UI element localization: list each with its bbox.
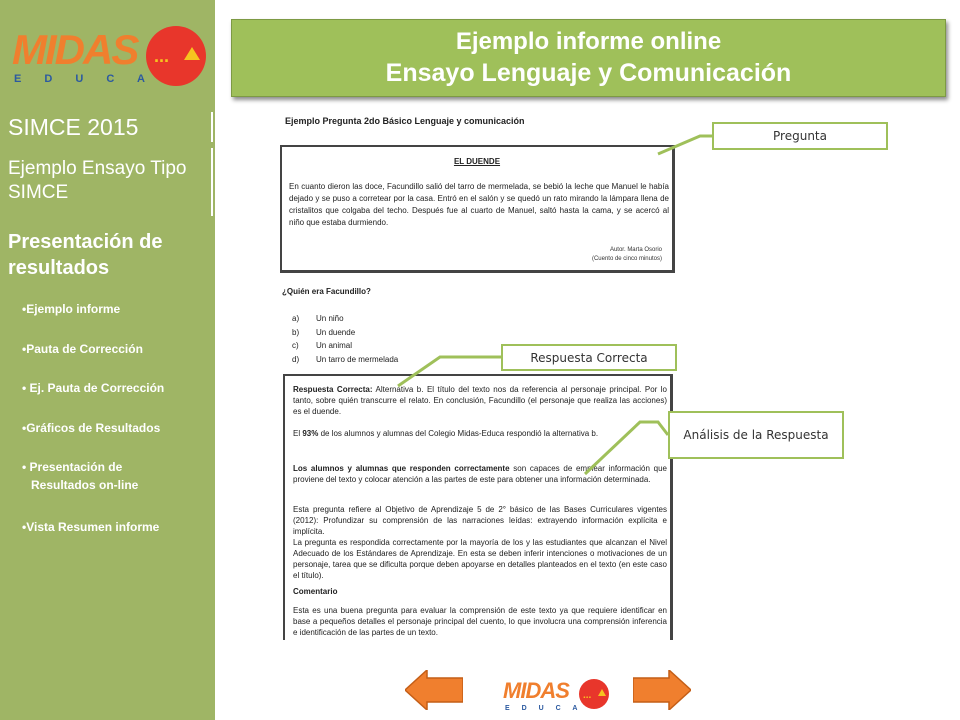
menu-item-ej-pauta-correccion[interactable]: • Ej. Pauta de Corrección xyxy=(22,381,165,395)
story-box xyxy=(280,145,675,273)
menu-item-label: Resultados on-line xyxy=(31,478,139,492)
menu-item-label: Ej. Pauta de Corrección xyxy=(29,381,165,395)
callout-pregunta: Pregunta xyxy=(712,122,888,150)
menu-item-label: Pauta de Corrección xyxy=(26,342,143,356)
menu-item-label: Vista Resumen informe xyxy=(26,520,160,534)
svg-text:E D U C A: E D U C A xyxy=(14,73,155,85)
story-title: EL DUENDE xyxy=(453,157,501,166)
callout-respuesta-correcta: Respuesta Correcta xyxy=(501,344,677,371)
option-b: b) Un duende xyxy=(292,328,356,337)
option-a: a) Un niño xyxy=(292,314,344,323)
objective-paragraph: Esta pregunta refiere al Objetivo de Aprendizaje 5 de 2° básico de las Bases Curriculares vigentes (2012): Profundizar su comprensión de las narraciones leídas: extrayendo información explícita e implícita. xyxy=(293,505,667,536)
story-source: (Cuento de cinco minutos) xyxy=(591,256,662,262)
svg-text:MIDAS: MIDAS xyxy=(503,678,569,703)
menu-item-label: Ejemplo informe xyxy=(26,302,121,316)
answer-paragraph: Respuesta Correcta: Alternativa b. El título del texto nos da referencia al personaje principal. Por lo tanto, sobre quién transcurre el relato. En conclusión, Facundillo (el personaje que realiza las acciones) es el duende. xyxy=(293,385,668,416)
midas-educa-logo-small xyxy=(502,676,610,712)
skill-paragraph: Los alumnos y alumnas que responden correctamente son capaces de emplear información que proviene del texto y colocar atención a las partes de este para obtener una información determinada. xyxy=(293,464,668,484)
story-author xyxy=(592,246,662,264)
document-caption: Ejemplo Pregunta 2do Básico Lenguaje y comunicación xyxy=(285,116,525,126)
sidebar-simce-title: SIMCE 2015 xyxy=(8,114,139,140)
percentage-paragraph: El 93% de los alumnos y alumnas del Colegio Midas-Educa respondió la alternativa b. xyxy=(293,429,599,438)
answer-box xyxy=(283,374,673,640)
question-text: ¿Quién era Facundillo? xyxy=(282,287,371,296)
svg-text:MIDAS: MIDAS xyxy=(12,26,138,73)
story-text: En cuanto dieron las doce, Facundillo salió del tarro de mermelada, se bebió la leche que Manuel le había dejado y se puso a corretear por la casa. Entró en el salón y se quedó un rato mirando la lámpara llena de cristalitos que colgaba del techo. Después fue al cuarto de Manuel, saltó hasta la cama, y se acercó al niño que estaba durmiendo. xyxy=(289,182,669,227)
sidebar-ensayo-label: Ejemplo Ensayo Tipo SIMCE xyxy=(8,158,187,203)
menu-item-vista-resumen[interactable]: •Vista Resumen informe xyxy=(22,520,160,534)
menu-item-label: Presentación de xyxy=(29,460,123,474)
sidebar-divider xyxy=(211,148,213,216)
right-arrow-icon[interactable] xyxy=(633,670,691,710)
banner-subtitle: Ensayo Lenguaje y Comunicación xyxy=(385,59,792,87)
sidebar-divider xyxy=(211,112,213,142)
callout-analisis-respuesta: Análisis de la Respuesta xyxy=(668,411,844,459)
option-d: d) Un tarro de mermelada xyxy=(292,355,399,364)
svg-text:...: ... xyxy=(583,690,592,701)
svg-text:E D U C A: E D U C A xyxy=(505,705,583,712)
midas-educa-logo xyxy=(10,22,210,86)
comment-heading: Comentario xyxy=(293,587,338,596)
menu-item-graficos-resultados[interactable]: •Gráficos de Resultados xyxy=(22,421,161,435)
option-c: c) Un animal xyxy=(292,341,353,350)
story-author-name: Autor. Marta Osorio xyxy=(609,247,662,253)
menu-item-pauta-correccion[interactable]: •Pauta de Corrección xyxy=(22,342,143,356)
sidebar-presentacion-heading: Presentación de resultados xyxy=(8,231,163,279)
menu-item-label: Gráficos de Resultados xyxy=(26,421,161,435)
title-banner xyxy=(231,19,946,97)
menu-item-ejemplo-informe[interactable]: •Ejemplo informe xyxy=(22,302,121,316)
majority-paragraph: La pregunta es respondida correctamente por la mayoría de los y las estudiantes que alcanzan el Nivel Adecuado de los Estándares de Aprendizaje. En esta se deben inferir intenciones o motivaciones de un personaje, tarea que se dificulta porque deben apoyarse en detalles planteados en el texto (en este caso el título). xyxy=(293,538,667,580)
banner-title: Ejemplo informe online xyxy=(455,28,722,55)
comment-paragraph: Esta es una buena pregunta para evaluar la comprensión de este texto ya que requiere identificar en base a pequeños detalles el personaje principal del cuento, lo que involucra una comprensión inferencia e identificación de las partes de un texto. xyxy=(293,606,667,637)
svg-text:...: ... xyxy=(154,46,170,66)
left-arrow-icon[interactable] xyxy=(405,670,463,710)
menu-item-presentacion-online[interactable]: • Presentación de Resultados on-line xyxy=(22,460,139,492)
sidebar xyxy=(0,0,215,720)
